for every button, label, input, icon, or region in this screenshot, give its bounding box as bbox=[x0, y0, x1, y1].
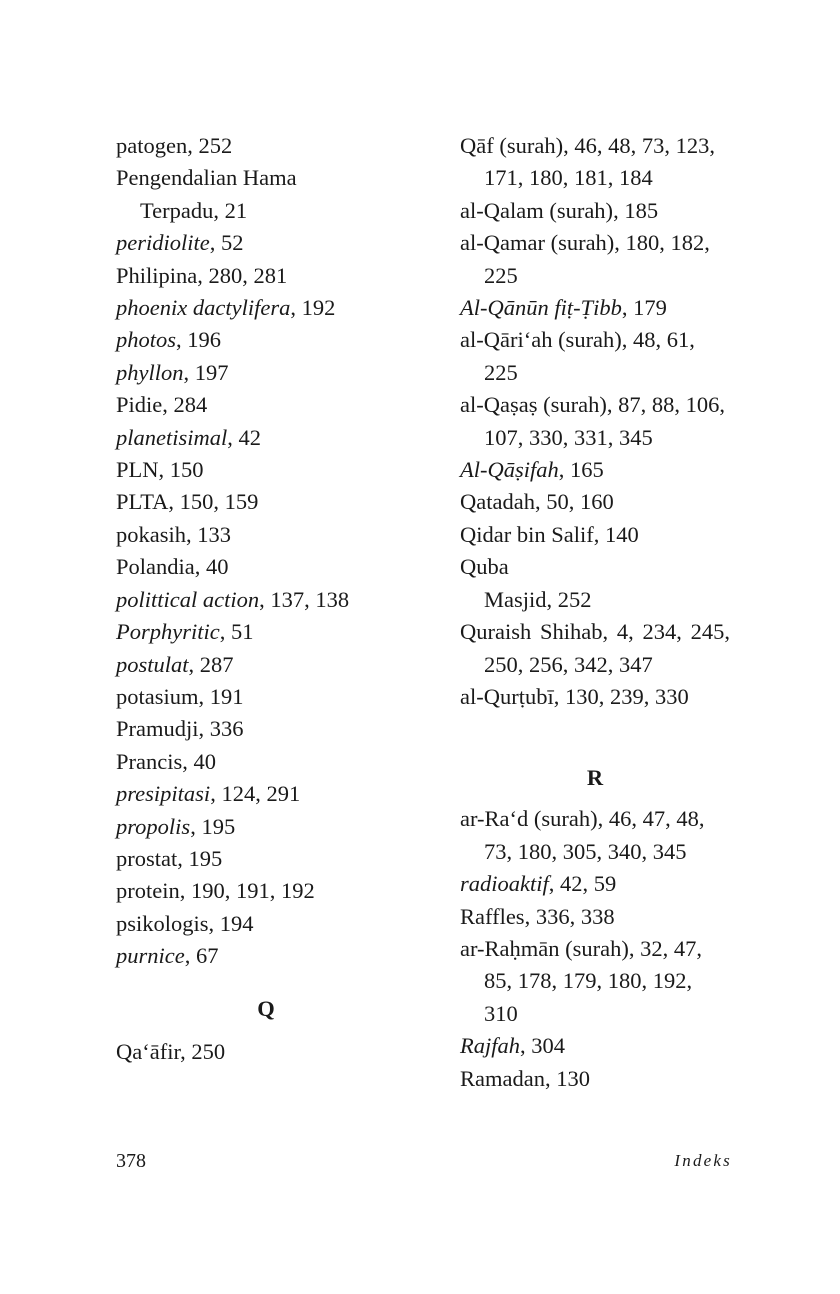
index-entry: peridiolite, 52 bbox=[116, 230, 244, 256]
index-entry: Qidar bin Salif, 140 bbox=[460, 521, 639, 547]
index-entry: Pramudji, 336 bbox=[116, 716, 244, 742]
section-letter-q: Q bbox=[257, 995, 275, 1021]
index-entry: Porphyritic, 51 bbox=[116, 619, 254, 645]
index-entry: al-Qurṭubī, 130, 239, 330 bbox=[460, 683, 689, 709]
index-entry: pokasih, 133 bbox=[116, 521, 231, 547]
index-entry: ar-Ra‘d (surah), 46, 47, 48, 73, 180, 305, 340, 345 bbox=[460, 806, 705, 864]
index-entry: potasium, 191 bbox=[116, 683, 244, 709]
index-entry: psikologis, 194 bbox=[116, 910, 254, 936]
index-entry: radioaktif, 42, 59 bbox=[460, 871, 617, 897]
index-entry: al-Qamar (surah), 180, 182, 225 bbox=[460, 230, 710, 288]
index-entry: ar-Raḥmān (surah), 32, 47, 85, 178, 179, 180, 192, 310 bbox=[460, 935, 702, 1026]
index-entry: al-Qalam (surah), 185 bbox=[460, 197, 659, 223]
index-entry: Qatadah, 50, 160 bbox=[460, 489, 614, 515]
index-entry: planetisimal, 42 bbox=[116, 424, 261, 450]
index-entry: Qa‘āfir, 250 bbox=[116, 1038, 226, 1064]
section-letter-r: R bbox=[586, 765, 604, 791]
index-entry: purnice, 67 bbox=[116, 943, 219, 969]
index-entry: Prancis, 40 bbox=[116, 748, 216, 774]
running-title: Indeks bbox=[674, 1151, 732, 1170]
index-column-right bbox=[460, 130, 730, 1095]
index-entry: presipitasi, 124, 291 bbox=[116, 781, 301, 807]
index-entry: al-Qaṣaṣ (surah), 87, 88, 106, 107, 330, 331, 345 bbox=[460, 392, 725, 450]
index-entry: polittical action, 137, 138 bbox=[116, 586, 350, 612]
index-entry: Raffles, 336, 338 bbox=[460, 903, 615, 929]
index-entry: Qāf (surah), 46, 48, 73, 123, 171, 180, 181, 184 bbox=[460, 133, 715, 191]
index-column-left bbox=[116, 130, 416, 1068]
index-entry: Quraish Shihab, 4, 234, 245, 250, 256, 342, 347 bbox=[460, 619, 730, 677]
index-entry: prostat, 195 bbox=[116, 845, 223, 871]
index-entry: postulat, 287 bbox=[116, 651, 234, 677]
index-entry: Ramadan, 130 bbox=[460, 1065, 590, 1091]
index-entry: photos, 196 bbox=[116, 327, 222, 353]
page-number: 378 bbox=[116, 1150, 146, 1172]
index-entry: Philipina, 280, 281 bbox=[116, 262, 288, 288]
index-subentry: Terpadu, 21 bbox=[140, 197, 248, 223]
index-entry: al-Qāri‘ah (surah), 48, 61, 225 bbox=[460, 327, 695, 385]
index-entry: Pengendalian Hama bbox=[116, 165, 297, 191]
index-entry: Al-Qāṣifah, 165 bbox=[460, 457, 604, 483]
index-entry: protein, 190, 191, 192 bbox=[116, 878, 315, 904]
index-entry: propolis, 195 bbox=[116, 813, 236, 839]
index-entry: PLN, 150 bbox=[116, 457, 204, 483]
index-entry: Rajfah, 304 bbox=[460, 1033, 565, 1059]
index-entry: phyllon, 197 bbox=[116, 359, 229, 385]
index-entry: PLTA, 150, 159 bbox=[116, 489, 259, 515]
index-entry: phoenix dactylifera, 192 bbox=[116, 295, 336, 321]
index-entry: patogen, 252 bbox=[116, 133, 233, 158]
index-entry: Pidie, 284 bbox=[116, 392, 208, 418]
index-entry: Al-Qānūn fiṭ-Ṭibb, 179 bbox=[460, 295, 667, 321]
index-entry: Polandia, 40 bbox=[116, 554, 229, 580]
index-subentry: Masjid, 252 bbox=[484, 586, 592, 612]
index-entry: Quba bbox=[460, 554, 509, 580]
